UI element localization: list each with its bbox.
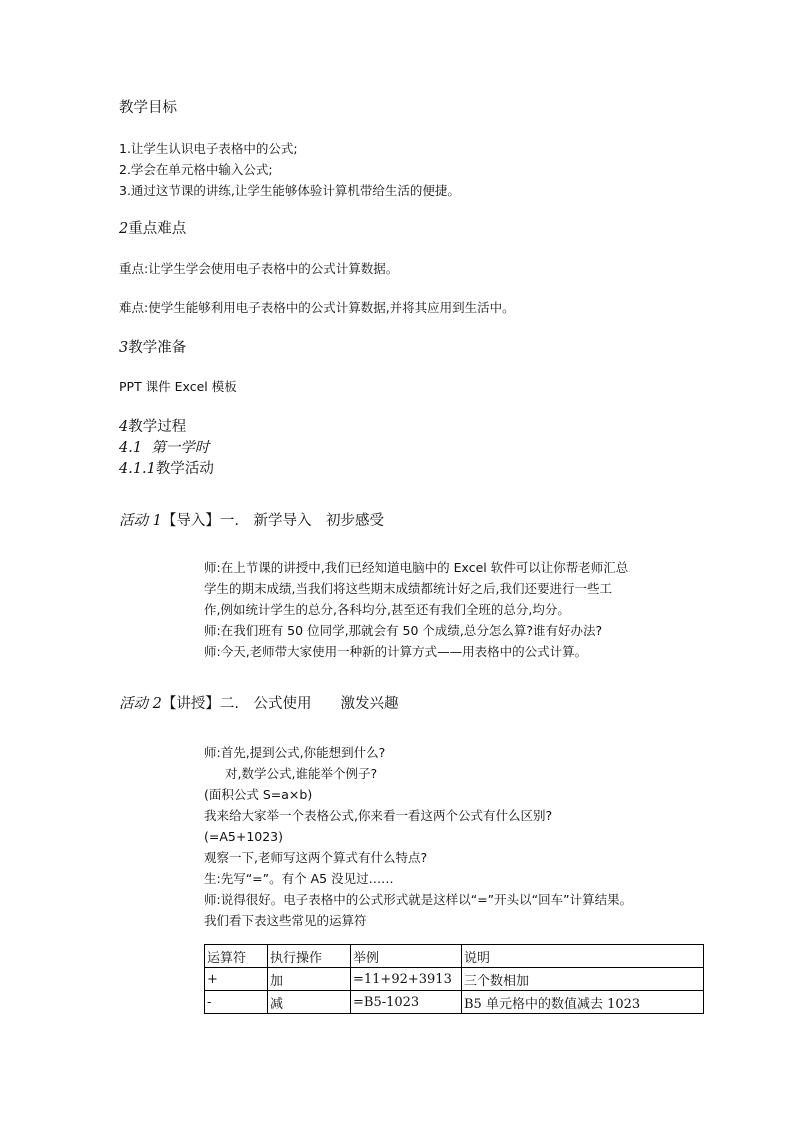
paragraph-line: 作,例如统计学生的总分,各科均分,甚至还有我们全班的总分,均分。 xyxy=(204,602,570,617)
difficulty-text: 难点:使学生能够利用电子表格中的公式计算数据,并将其应用到生活中。 xyxy=(119,300,515,315)
table-cell: - xyxy=(205,991,268,1014)
key-point-text: 重点:让学生学会使用电子表格中的公式计算数据。 xyxy=(119,261,399,276)
operator-table xyxy=(204,944,704,1014)
activity-title-text: 【讲授】二. 公式使用 激发兴趣 xyxy=(161,696,399,712)
heading-number: 4.1 xyxy=(119,440,143,456)
table-cell: =B5-1023 xyxy=(351,991,462,1014)
paragraph-line: 我们看下表这些常见的运算符 xyxy=(204,913,367,928)
paragraph-line: 观察一下,老师写这两个算式有什么特点? xyxy=(204,850,428,865)
table-cell: 减 xyxy=(268,991,351,1014)
table-cell: + xyxy=(205,968,268,991)
heading-text: 第一学时 xyxy=(151,440,210,456)
table-cell: 三个数相加 xyxy=(462,968,704,991)
table-cell: B5 单元格中的数值减去 1023 xyxy=(462,991,704,1014)
table-cell: 加 xyxy=(268,968,351,991)
heading-teaching-process xyxy=(119,415,186,436)
paragraph-line: 师:说得很好。电子表格中的公式形式就是这样以“=”开头以“回车”计算结果。 xyxy=(204,892,633,907)
heading-number: 3 xyxy=(119,340,129,356)
heading-text: 重点难点 xyxy=(128,221,187,237)
paragraph-line: 对,数学公式,谁能举个例子? xyxy=(225,766,378,781)
goals-list xyxy=(119,138,460,201)
heading-number: 2 xyxy=(119,221,129,237)
prep-text: PPT 课件 Excel 模板 xyxy=(119,379,237,394)
table-cell: =11+92+3913 xyxy=(351,968,462,991)
table-row xyxy=(205,991,704,1014)
activity-1-title xyxy=(119,509,384,530)
heading-first-period xyxy=(119,436,209,457)
paragraph-line: 我来给大家举一个表格公式,你来看一看这两个公式有什么区别? xyxy=(204,808,553,823)
heading-text: 教学活动 xyxy=(155,461,214,477)
heading-text: 教学准备 xyxy=(128,340,187,356)
activity-label: 活动 1 xyxy=(119,513,162,529)
heading-number: 4.1.1 xyxy=(119,461,156,477)
paragraph-line: (=A5+1023) xyxy=(204,829,284,844)
paragraph-line: 师:今天,老师带大家使用一种新的计算方式——用表格中的公式计算。 xyxy=(204,644,588,659)
heading-number: 4 xyxy=(119,419,129,435)
heading-teaching-prep xyxy=(119,336,186,357)
table-header-cell: 举例 xyxy=(351,945,462,968)
table-header-cell: 说明 xyxy=(462,945,704,968)
goal-item: 3.通过这节课的讲练,让学生能够体验计算机带给生活的便捷。 xyxy=(119,183,460,198)
table-header-row xyxy=(205,945,704,968)
table-header-cell: 运算符 xyxy=(205,945,268,968)
activity-2-title xyxy=(119,692,398,713)
paragraph-line: (面积公式 S=a×b) xyxy=(204,787,313,802)
heading-teaching-activity xyxy=(119,457,214,478)
table-header-cell: 执行操作 xyxy=(268,945,351,968)
table-row xyxy=(205,968,704,991)
heading-text: 教学过程 xyxy=(128,419,187,435)
activity-title-text: 【导入】一. 新学导入 初步感受 xyxy=(161,513,384,529)
paragraph-line: 师:在我们班有 50 位同学,那就会有 50 个成绩,总分怎么算?谁有好办法? xyxy=(204,623,603,638)
activity-2-body xyxy=(204,742,632,931)
heading-teaching-goals: 教学目标 xyxy=(119,100,177,116)
paragraph-line: 学生的期末成绩,当我们将这些期末成绩都统计好之后,我们还要进行一些工 xyxy=(204,581,612,596)
activity-1-body xyxy=(204,557,628,662)
paragraph-line: 师:在上节课的讲授中,我们已经知道电脑中的 Excel 软件可以让你帮老师汇总 xyxy=(204,560,629,575)
goal-item: 2.学会在单元格中输入公式; xyxy=(119,162,273,177)
goal-item: 1.让学生认识电子表格中的公式; xyxy=(119,141,298,156)
heading-key-difficulty xyxy=(119,217,186,238)
paragraph-line: 生:先写“=”。有个 A5 没见过…… xyxy=(204,871,394,886)
paragraph-line: 师:首先,提到公式,你能想到什么? xyxy=(204,745,386,760)
activity-label: 活动 2 xyxy=(119,696,162,712)
